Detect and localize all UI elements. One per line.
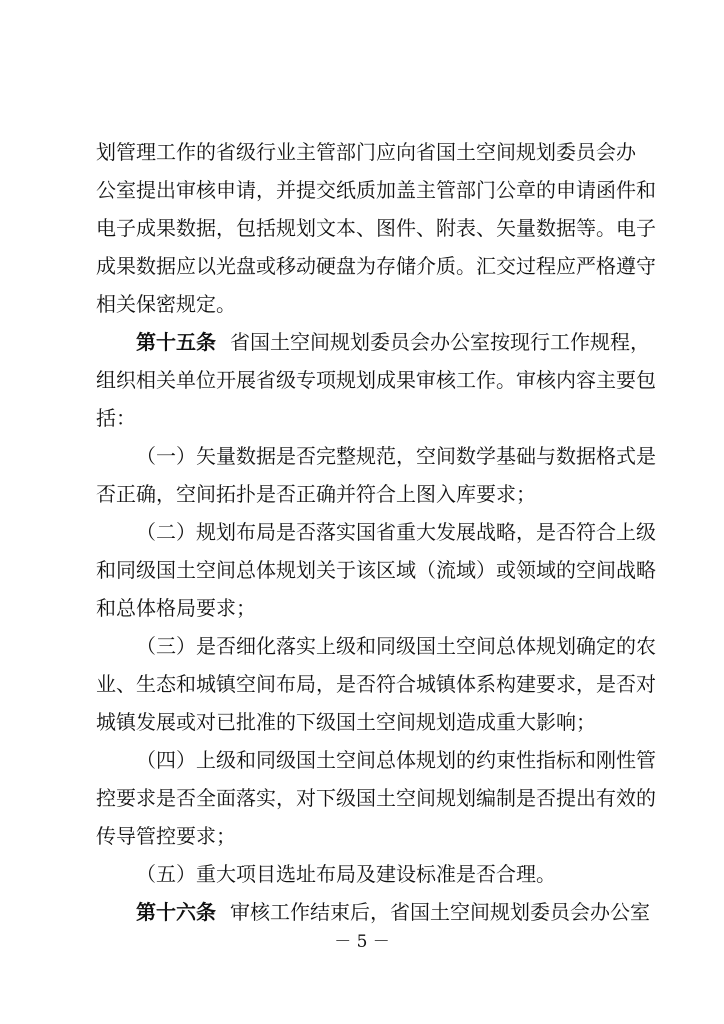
list-item-2-line: （二）规划布局是否落实国省重大发展战略，是否符合上级: [136, 520, 656, 544]
paragraph-line: 业、生态和城镇空间布局，是否符合城镇体系构建要求，是否对: [96, 672, 656, 696]
list-item-3-line: （三）是否细化落实上级和同级国土空间总体规划确定的农: [136, 634, 656, 658]
paragraph-line: 相关保密规定。: [96, 292, 236, 316]
paragraph-line: 成果数据应以光盘或移动硬盘为存储介质。汇交过程应严格遵守: [96, 254, 656, 278]
paragraph-line: 括：: [96, 406, 136, 430]
paragraph-line: 城镇发展或对已批准的下级国土空间规划造成重大影响；: [96, 710, 596, 734]
article-15-line: [136, 330, 650, 354]
paragraph-line: 否正确，空间拓扑是否正确并符合上图入库要求；: [96, 482, 536, 506]
paragraph-line: 控要求是否全面落实，对下级国土空间规划编制是否提出有效的: [96, 786, 656, 810]
list-item-1-line: （一）矢量数据是否完整规范，空间数学基础与数据格式是: [136, 444, 656, 468]
paragraph-line: 和总体格局要求；: [96, 596, 256, 620]
paragraph-line: 和同级国土空间总体规划关于该区域（流域）或领域的空间战略: [96, 558, 656, 582]
paragraph-line: 公室提出审核申请，并提交纸质加盖主管部门公章的申请函件和: [96, 178, 656, 202]
list-item-5-line: （五）重大项目选址布局及建设标准是否合理。: [136, 862, 556, 886]
paragraph-line: 传导管控要求；: [96, 824, 236, 848]
paragraph-line: 组织相关单位开展省级专项规划成果审核工作。审核内容主要包: [96, 368, 656, 392]
article-15-heading: 第十五条: [136, 330, 216, 354]
page-number: － 5 －: [334, 932, 390, 952]
article-16-line: [136, 900, 650, 924]
paragraph-line: 省国土空间规划委员会办公室按现行工作规程，: [230, 330, 650, 354]
paragraph-line: 电子成果数据，包括规划文本、图件、附表、矢量数据等。电子: [96, 216, 656, 240]
paragraph-line: 划管理工作的省级行业主管部门应向省国土空间规划委员会办: [96, 140, 636, 164]
list-item-4-line: （四）上级和同级国土空间总体规划的约束性指标和刚性管: [136, 748, 656, 772]
article-16-heading: 第十六条: [136, 900, 216, 924]
paragraph-line: 审核工作结束后，省国土空间规划委员会办公室: [230, 900, 650, 924]
